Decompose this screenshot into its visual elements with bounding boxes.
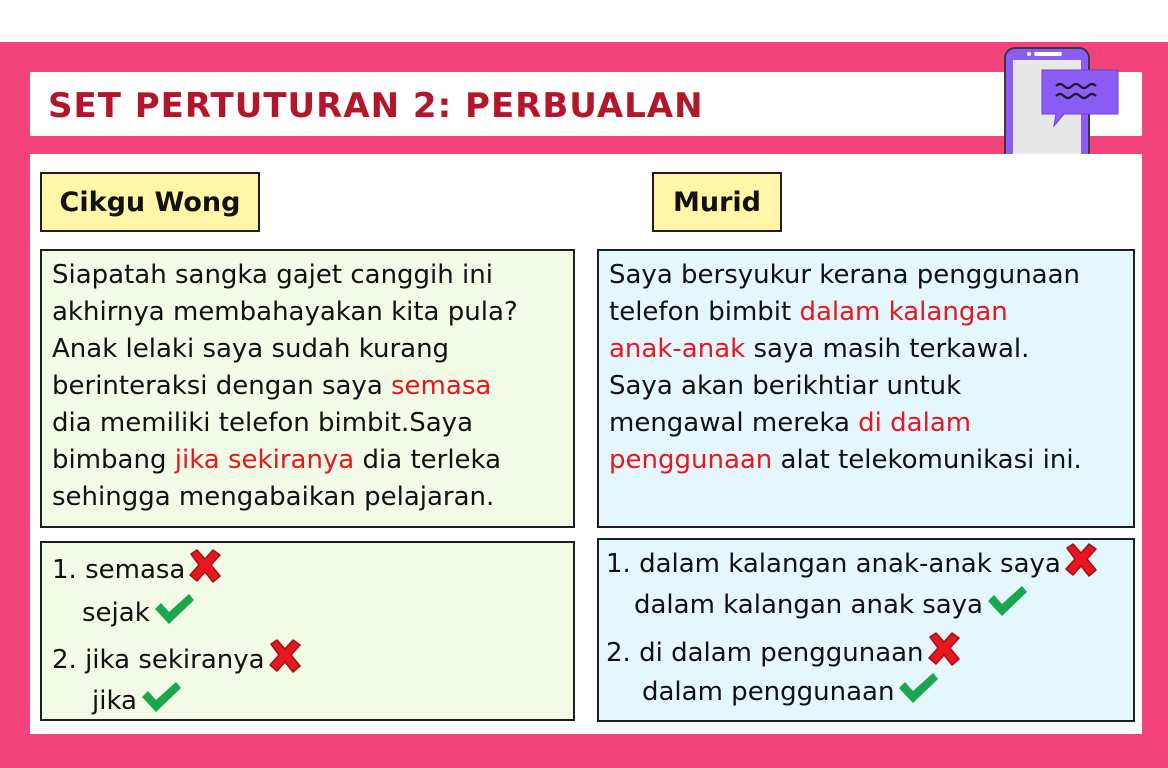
cross-icon: [187, 548, 223, 591]
correction-right-1: [82, 591, 196, 634]
check-icon: [139, 679, 183, 722]
error-phrase: dalam kalangan: [799, 297, 1008, 327]
wrong-phrase: 1. dalam kalangan anak-anak saya: [606, 548, 1061, 579]
error-phrase: di dalam: [858, 408, 972, 438]
error-phrase: semasa: [391, 371, 492, 401]
correct-phrase: dalam penggunaan: [642, 676, 895, 707]
correction-right-2: [92, 679, 183, 722]
dialogue-text: alat telekomunikasi ini.: [772, 445, 1082, 475]
correct-phrase: jika: [92, 685, 137, 716]
dialogue-text: bimbang: [52, 445, 175, 475]
check-icon: [985, 583, 1029, 626]
dialogue-text: saya masih terkawal.: [745, 334, 1030, 364]
dialogue-text: sehingga mengabaikan pelajaran.: [52, 482, 495, 512]
student-dialogue-box: [597, 249, 1135, 528]
correction-wrong-2: [52, 638, 303, 681]
dialogue-text: dia terleka: [354, 445, 502, 475]
wrong-phrase: 2. jika sekiranya: [52, 644, 265, 675]
wrong-phrase: 1. semasa: [52, 554, 186, 585]
student-dialogue-text: [599, 251, 1133, 485]
dialogue-text: Saya bersyukur kerana penggunaan: [609, 260, 1081, 290]
correct-phrase: sejak: [82, 597, 150, 628]
correction-wrong-4: [606, 631, 962, 674]
dialogue-text: akhirnya membahayakan kita pula?: [52, 297, 518, 327]
error-phrase: jika sekiranya: [174, 445, 355, 475]
error-phrase: penggunaan: [609, 445, 773, 475]
correction-wrong-1: [52, 548, 223, 591]
dialogue-text: Saya akan berikhtiar untuk: [609, 371, 962, 401]
correction-right-3: [634, 583, 1029, 626]
check-icon: [152, 591, 196, 634]
correct-phrase: dalam kalangan anak saya: [634, 589, 983, 620]
teacher-dialogue-text: [42, 251, 573, 522]
dialogue-text: dia memiliki telefon bimbit.Saya: [52, 408, 474, 438]
cross-icon: [926, 631, 962, 674]
dialogue-text: berinteraksi dengan saya: [52, 371, 392, 401]
dialogue-text: Siapatah sangka gajet canggih ini: [52, 260, 493, 290]
wrong-phrase: 2. di dalam penggunaan: [606, 637, 924, 668]
correction-right-4: [642, 670, 940, 713]
cross-icon: [1063, 542, 1099, 585]
speaker-label-teacher: Cikgu Wong: [40, 172, 260, 232]
check-icon: [896, 670, 940, 713]
page-title: SET PERTUTURAN 2: PERBUALAN: [48, 86, 704, 126]
speaker-label-student: Murid: [652, 172, 782, 232]
dialogue-text: Anak lelaki saya sudah kurang: [52, 334, 450, 364]
error-phrase: anak-anak: [609, 334, 746, 364]
teacher-dialogue-box: [40, 249, 575, 528]
dialogue-text: mengawal mereka: [609, 408, 859, 438]
dialogue-text: telefon bimbit: [609, 297, 800, 327]
correction-wrong-3: [606, 542, 1099, 585]
cross-icon: [267, 638, 303, 681]
